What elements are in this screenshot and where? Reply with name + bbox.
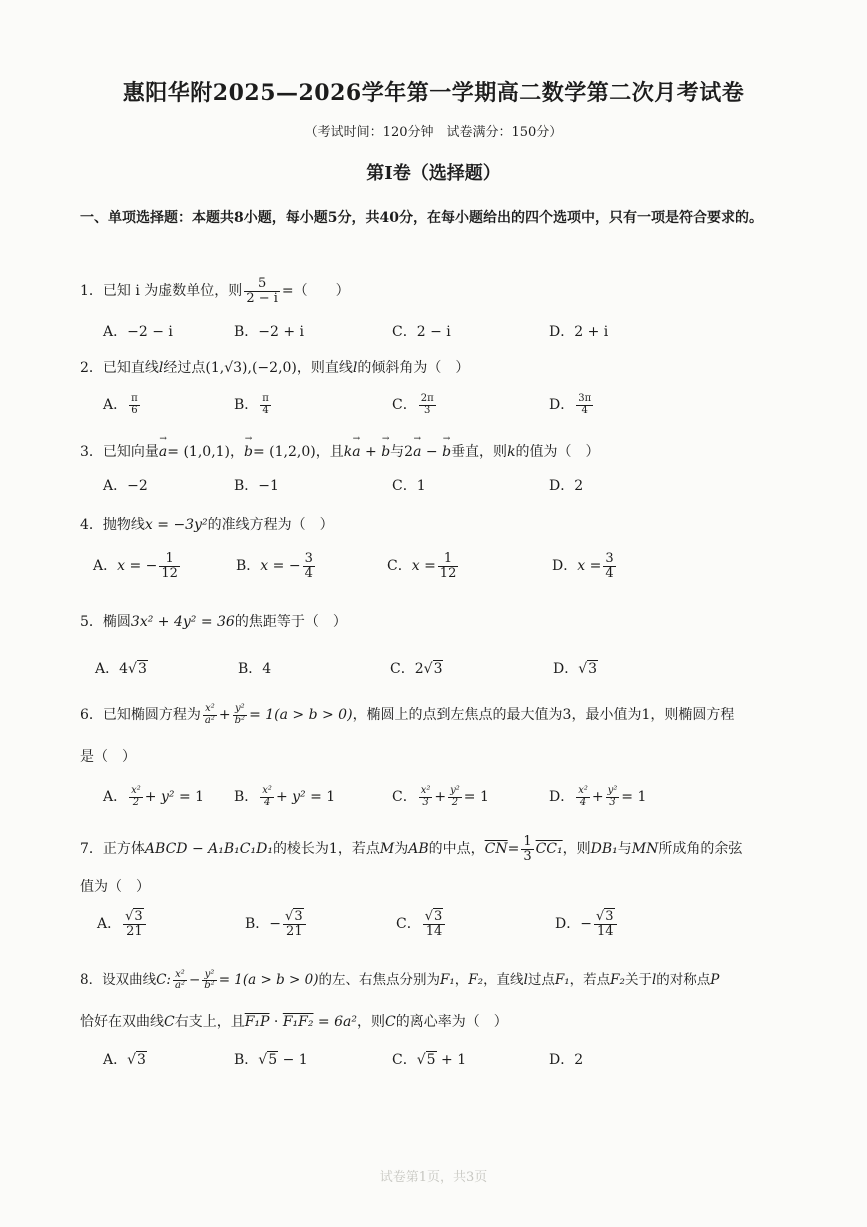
question-7-continued: 值为（ ） [80, 879, 150, 895]
question-stem: 已知 i 为虚数单位，则 [102, 283, 243, 300]
exam-title: 惠阳华附2025—2026学年第一学期高二数学第二次月考试卷 [122, 80, 745, 106]
option-c: C．1 [392, 478, 426, 494]
section-instruction: 一、单项选择题：本题共8小题，每小题5分，共40分，在每小题给出的四个选项中，只有一项是符合要求的。 [80, 210, 763, 226]
option-a: A．√3 [103, 1052, 146, 1068]
option-a: A．4√3 [95, 661, 147, 677]
option-d: D．√3 [553, 661, 598, 677]
option-c: C． $\frac{√3}{14}$ [396, 910, 447, 938]
option-d: D．− $\frac{√3}{14}$ [555, 910, 619, 938]
option-b: B．4 [238, 661, 272, 677]
option-c: C． $\frac{2\pi}{3}$ [392, 393, 434, 416]
fraction: $\frac{5}{2 - i}$ [246, 276, 278, 306]
section-heading: 第Ⅰ卷（选择题） [366, 163, 501, 184]
option-a: A．x = − $\frac{1}{12}$ [93, 551, 178, 581]
option-b: B．√5 − 1 [234, 1052, 308, 1068]
option-c: C．2 − i [392, 324, 451, 340]
option-d: D．x = $\frac{3}{4}$ [552, 551, 614, 581]
option-c: C．x = $\frac{1}{12}$ [387, 551, 457, 581]
question-number: 1． [80, 283, 103, 300]
option-d: D．2 [549, 478, 584, 494]
question-number: 2． [80, 360, 103, 376]
option-a: A． $\frac{√3}{21}$ [97, 910, 148, 938]
option-c: C．2√3 [390, 661, 443, 677]
question-3: 3．已知向量→ a= (1,0,1)，→ b= (1,2,0)，且k→ a + → b与2→ a − → b垂直，则k的值为（ ） [80, 441, 600, 461]
option-b: B．− $\frac{√3}{21}$ [245, 910, 308, 938]
question-1: 1．已知 i 为虚数单位，则 $\frac{5}{2 - i}$ =（ ） [80, 276, 350, 306]
question-7: 7．正方体ABCD − A₁B₁C₁D₁的棱长为1，若点M为AB的中点，$\overline{CN}=$ $\frac{1}{3}$ CC₁，则DB₁与MN所成角的余弦 [80, 834, 743, 864]
question-4: 4．抛物线x = −3y²的准线方程为（ ） [80, 517, 334, 533]
option-c: C．√5 + 1 [392, 1052, 467, 1068]
option-a: A． $\frac{\pi}{6}$ [103, 393, 138, 416]
option-a: A．−2 [103, 478, 148, 494]
option-d: D． $\frac{3\pi}{4}$ [549, 393, 592, 416]
option-c: C． $\frac{\text{x²}}{3}$ + $\frac{\text{y²}}{2}$ = 1 [392, 785, 489, 808]
question-5: 5．椭圆3x² + 4y² = 36的焦距等于（ ） [80, 614, 347, 630]
question-8: 8．设双曲线C: $\frac{\text{x²}}{\text{a²}}$ − $\frac{\text{y²}}{\text{b²}}$ = 1(a > b > 0)的左、右焦点分别为F₁，F₂，直线l过点F₁，若点F₂关于l的对称点P [80, 968, 720, 991]
option-d: D．2 [549, 1052, 584, 1068]
option-b: B．−1 [234, 478, 279, 494]
option-b: B．x = − $\frac{3}{4}$ [236, 551, 313, 581]
option-b: B．−2 + i [234, 324, 305, 340]
question-6-continued: 是（ ） [80, 749, 136, 765]
question-2: 2．已知直线l经过点(1,√3),(−2,0)，则直线l的倾斜角为（ ） [80, 360, 470, 376]
option-d: D． $\frac{\text{x²}}{4}$ + $\frac{\text{y²}}{3}$ = 1 [549, 785, 647, 808]
exam-info: （考试时间：120分钟 试卷满分：150分） [304, 125, 563, 140]
question-6: 6．已知椭圆方程为 $\frac{\text{x²}}{\text{a²}}$ + $\frac{\text{y²}}{\text{b²}}$ = 1(a > b > 0)，椭圆上的点到左焦点的最大值为3，最小值为1，则椭圆方程 [80, 703, 735, 726]
option-d: D．2 + i [549, 324, 609, 340]
option-a: A．−2 − i [103, 324, 173, 340]
option-a: A． $\frac{\text{x²}}{2}$ + y² = 1 [103, 785, 205, 808]
option-b: B． $\frac{\pi}{4}$ [234, 393, 269, 416]
question-8-continued: 恰好在双曲线C右支上，且F₁P · F₁F₂ = 6a²，则C的离心率为（ ） [80, 1014, 508, 1030]
page-footer: 试卷第1页，共3页 [379, 1170, 488, 1185]
option-b: B． $\frac{\text{x²}}{4}$ + y² = 1 [234, 785, 336, 808]
